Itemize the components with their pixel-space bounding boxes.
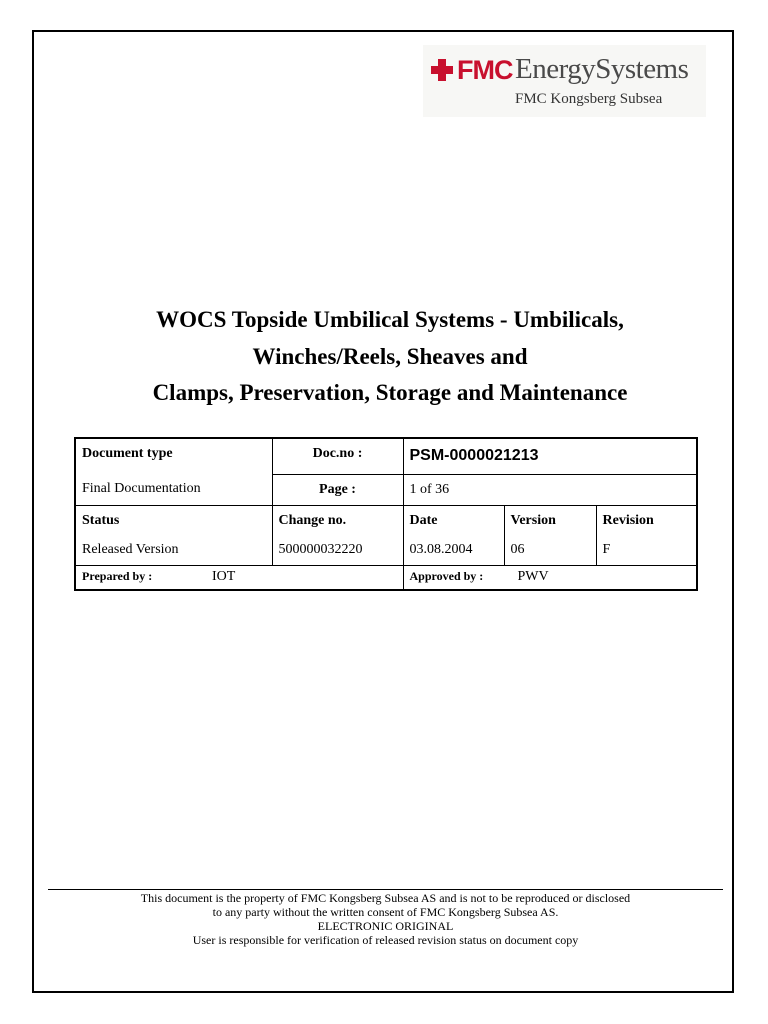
footer-divider (48, 889, 723, 890)
prepared-by-label: Prepared by : (82, 569, 153, 584)
title-line-1: WOCS Topside Umbilical Systems - Umbilicals, (156, 307, 624, 332)
doc-no-value: PSM-0000021213 (403, 438, 697, 474)
logo-name: EnergySystems (515, 53, 689, 85)
change-no-header: Change no. (272, 505, 403, 536)
prepared-by-value: IOT (212, 569, 236, 585)
logo-subtitle: FMC Kongsberg Subsea (515, 91, 663, 107)
revision-value: F (596, 536, 697, 565)
approved-by-cell (403, 565, 697, 590)
approved-by-value: PWV (517, 569, 549, 585)
footer (48, 891, 723, 947)
date-header: Date (403, 505, 504, 536)
revision-header: Revision (596, 505, 697, 536)
logo-brand: FMC (457, 55, 513, 85)
footer-line-2: to any party without the written consent of FMC Kongsberg Subsea AS. (212, 905, 559, 919)
page-label: Page : (272, 474, 403, 505)
document-type-label: Document type (75, 438, 272, 474)
footer-line-4: User is responsible for verification of released revision status on document copy (192, 933, 579, 947)
change-no-value: 500000032220 (272, 536, 403, 565)
footer-line-1: This document is the property of FMC Kongsberg Subsea AS and is not to be reproduced or disclosed (140, 891, 631, 905)
company-logo (423, 45, 706, 117)
document-title (60, 302, 720, 412)
title-line-2: Winches/Reels, Sheaves and (252, 343, 528, 369)
version-value: 06 (504, 536, 596, 565)
status-value: Released Version (75, 536, 272, 565)
prepared-by-cell (75, 565, 403, 590)
date-value: 03.08.2004 (403, 536, 504, 565)
approved-by-label: Approved by : (409, 569, 484, 584)
status-header: Status (75, 505, 272, 536)
document-info-table (74, 437, 698, 591)
page-value: 1 of 36 (403, 474, 697, 505)
doc-no-label: Doc.no : (272, 438, 403, 474)
version-header: Version (504, 505, 596, 536)
document-type-value: Final Documentation (75, 474, 272, 505)
title-line-3: Clamps, Preservation, Storage and Maintenance (152, 380, 628, 405)
footer-line-3: ELECTRONIC ORIGINAL (317, 919, 454, 933)
fmc-cross-icon (431, 59, 453, 81)
